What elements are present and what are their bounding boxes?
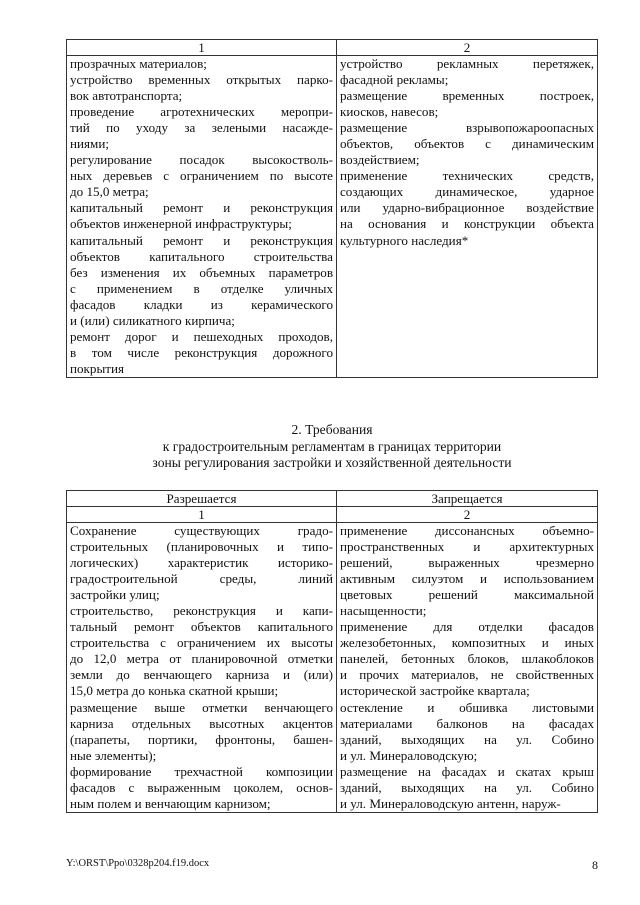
- text-line: ремонт дорог и пешеходных проходов,: [70, 328, 333, 344]
- column-number-row: [67, 40, 598, 56]
- column-2-number: 2: [337, 40, 598, 56]
- text-line: строительства с ограничением их высоты: [70, 635, 333, 651]
- text-line: или ударно-вибрационное воздействие: [340, 200, 594, 216]
- text-line: культурного наследия*: [340, 232, 469, 248]
- text-line: ные элементы);: [70, 747, 157, 763]
- text-line: карниза отдельных высотных акцентов: [70, 715, 333, 731]
- table-header-row: [67, 491, 598, 507]
- text-line: исторической застройке квартала;: [340, 683, 530, 699]
- text-line: пространственных и архитектурных: [340, 539, 594, 555]
- text-line: размещение временных построек,: [340, 88, 594, 104]
- text-line: 15,0 метра до конька скатной крыши;: [70, 683, 279, 699]
- text-line: панелей, бетонных блоков, шлакоблоков: [340, 651, 594, 667]
- section-title: [66, 422, 598, 472]
- text-line: железобетонных, композитных и иных: [340, 635, 594, 651]
- column-1-number: 1: [67, 40, 337, 56]
- text-line: размещение взрывопожароопасных: [340, 120, 594, 136]
- text-line: и (или) силикатного кирпича;: [70, 312, 235, 328]
- text-line: ных деревьев с ограничением по высоте: [70, 168, 333, 184]
- header-forbidden: Запрещается: [337, 491, 598, 507]
- text-line: применение диссонансных объемно-: [340, 523, 594, 538]
- text-line: земли до венчающего карниза и (или): [70, 667, 333, 683]
- text-line: фасадной рекламы;: [340, 72, 449, 88]
- text-line: применение технических средств,: [340, 168, 594, 184]
- table-row: [67, 56, 598, 378]
- text-line: формирование трехчастной композиции: [70, 763, 333, 779]
- text-line: вок автотранспорта;: [70, 88, 183, 104]
- text-line: капитальный ремонт и реконструкция: [70, 232, 333, 248]
- column-2-number: 2: [337, 507, 598, 523]
- text-line: размещение выше отметки венчающего: [70, 699, 333, 715]
- text-line: прозрачных материалов;: [70, 56, 207, 71]
- section-subheading-line-1: к градостроительным регламентам в границах территории: [162, 438, 502, 454]
- text-line: зданий, выходящих на ул. Собино: [340, 779, 594, 795]
- text-line: насыщенности;: [340, 603, 427, 619]
- text-line: размещение на фасадах и скатах крыш: [340, 763, 594, 779]
- column-number-row: [67, 507, 598, 523]
- text-line: градостроительной среды, линий: [70, 571, 333, 587]
- allowed-cell: [67, 56, 337, 378]
- text-line: проведение агротехнических меропри-: [70, 104, 333, 120]
- text-line: логических) характеристик историко-: [70, 555, 333, 571]
- text-line: ным полем и венчающим карнизом;: [70, 795, 271, 811]
- text-line: в том числе реконструкция дорожного: [70, 344, 333, 360]
- text-line: решений, выраженных чрезмерно: [340, 555, 594, 571]
- section-heading: 2. Требования: [291, 422, 373, 437]
- text-line: до 12,0 метра от планировочной отметки: [70, 651, 333, 667]
- text-line: зданий, выходящих на ул. Собино: [340, 731, 594, 747]
- text-line: застройки улиц;: [70, 587, 160, 603]
- forbidden-cell: [337, 56, 598, 378]
- text-line: объектов инженерной инфраструктуры;: [70, 216, 292, 232]
- text-line: материалами балконов на фасадах: [340, 715, 594, 731]
- text-line: тальный ремонт объектов капитального: [70, 619, 333, 635]
- text-line: на основания и конструкции объекта: [340, 216, 594, 232]
- text-line: и ул. Минераловодскую;: [340, 747, 478, 763]
- text-line: строительных (планировочных и типо-: [70, 539, 333, 555]
- text-line: остекление и обшивка листовыми: [340, 699, 594, 715]
- text-line: применение для отделки фасадов: [340, 619, 594, 635]
- file-path: Y:\ORST\Ppo\0328p204.f19.docx: [66, 858, 210, 869]
- text-line: покрытия: [70, 360, 125, 376]
- text-line: активным силуэтом и использованием: [340, 571, 594, 587]
- text-line: (парапеты, портики, фронтоны, башен-: [70, 731, 333, 747]
- text-line: регулирование посадок высокостволь-: [70, 152, 333, 168]
- text-line: до 15,0 метра;: [70, 184, 149, 200]
- text-line: тий по уходу за зелеными насажде-: [70, 120, 333, 136]
- column-1-number: 1: [67, 507, 337, 523]
- text-line: цветовых решений максимальной: [340, 587, 594, 603]
- text-line: ниями;: [70, 136, 109, 152]
- text-line: устройство рекламных перетяжек,: [340, 56, 594, 71]
- text-line: и прочих материалов, не свойственных: [340, 667, 594, 683]
- section-subheading-line-2: зоны регулирования застройки и хозяйственной деятельности: [152, 455, 512, 470]
- zone-regulations-table: [66, 490, 598, 813]
- header-allowed: Разрешается: [67, 491, 337, 507]
- page-number: 8: [592, 858, 598, 872]
- text-line: капитальный ремонт и реконструкция: [70, 200, 333, 216]
- continued-regulations-table: [66, 39, 598, 378]
- forbidden-cell: [337, 523, 598, 813]
- text-line: объектов капитального строительства: [70, 248, 333, 264]
- text-line: и ул. Минераловодскую антенн, наруж-: [340, 795, 561, 811]
- allowed-cell: [67, 523, 337, 813]
- text-line: с применением в отделке уличных: [70, 280, 333, 296]
- text-line: объектов, объектов с динамическим: [340, 136, 594, 152]
- text-line: фасадов с выраженным цоколем, основ-: [70, 779, 333, 795]
- text-line: воздействием;: [340, 152, 420, 168]
- text-line: создающих динамическое, ударное: [340, 184, 594, 200]
- text-line: без изменения их объемных параметров: [70, 264, 333, 280]
- text-line: фасадов кладки из керамического: [70, 296, 333, 312]
- text-line: Сохранение существующих градо-: [70, 523, 333, 538]
- text-line: устройство временных открытых парко-: [70, 72, 333, 88]
- text-line: строительство, реконструкция и капи-: [70, 603, 333, 619]
- table-row: [67, 523, 598, 813]
- text-line: киосков, навесов;: [340, 104, 439, 120]
